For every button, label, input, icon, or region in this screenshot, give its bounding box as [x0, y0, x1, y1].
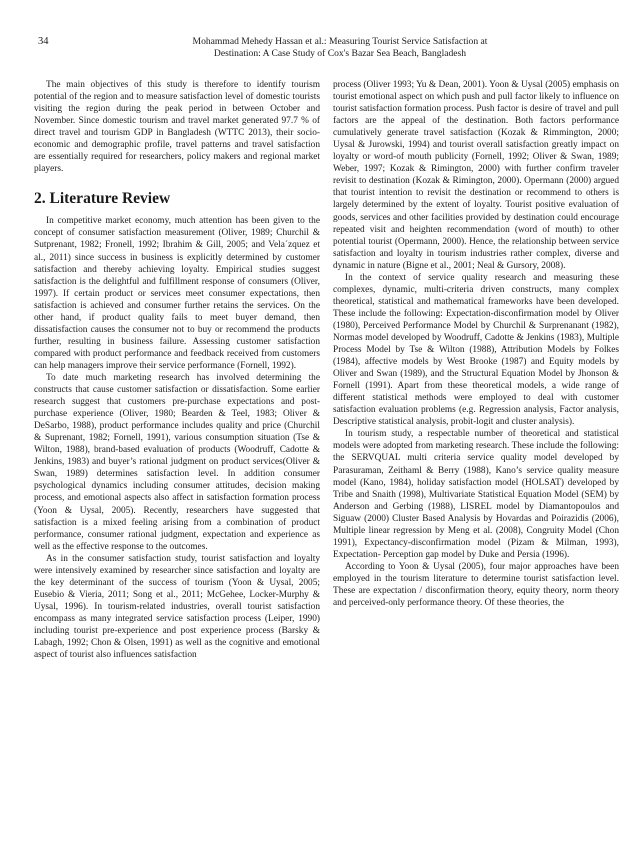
continued-paragraph: process (Oliver 1993; Yu & Dean, 2001). Yoon & Uysal (2005) emphasis on tourist emotional aspect on which push and pull factor likely to influence on tourist satisfaction formation process. Push factor is desire of travel and pull factors are the appeal of the destination. Both factors performance cumulatively generate travel satisfaction (Kozak & Rimmington, 2000; Uysal & Jurowski, 1994) and tourist overall satisfaction greatly impact on loyalty or word-of mouth publicity (Fornell, 1992; Oliver & Swan, 1989; Weber, 1997; Kozak & Rimington, 2000) with further confirm traveler revisit to destination (Kozak & Rimington, 2000). Opermann (2000) argued that tourist intention to revisit the destination or recommend to others is largely determined by the extent of loyalty. Tourist positive evaluation of goods, services and other facilities provided by destination could encourage repeated visit and heighten recommendation (word of mouth) to other potential tourist (Opermann, 2000). Hence, the relationship between service satisfaction and loyalty in tourism industries rather complex, diverse and dynamic in nature (Bigne et al., 2001; Neal & Gursory, 2008).	[333, 80, 619, 271]
intro-paragraph: The main objectives of this study is therefore to identify tourism potential of the region and to measure satisfaction level of domestic tourists visiting the region during the peak period in between October and November. Since domestic tourism and travel market generated 97.7 % of direct travel and tourism GDP in Bangladesh (WTTC 2013), their socio-economic and demographic profile, travel patterns and travel satisfaction are essentially required for researchers, policy makers and regional market players.	[34, 80, 320, 175]
body-paragraph: In competitive market economy, much attention has been given to the concept of consumer satisfaction measurement (Oliver, 1989; Churchil & Sutprenant, 1982; Fronell, 1992; Ibrahim & Gill, 2005; and Vela´zquez et al., 2011) since success in business is explicitly determined by customer satisfaction and thereby achieving loyalty. Empirical studies suggest satisfaction is the delightful and fulfillment response of consumers (Oliver, 1997). If certain product or services meet consumer expectations, then satisfaction is achieved and consumer further retains the services. On the other hand, if product quality fails to meet buyer demand, then dissatisfaction causes the consumer not to buy or recommend the products further, resulting in business failure. Assessing customer satisfaction compared with product performance and feedback received from customers can help managers improve their service performance (Fornell, 1992).	[34, 216, 320, 371]
running-head-line2: Destination: A Case Study of Cox's Bazar Sea Beach, Bangladesh	[213, 48, 467, 59]
page-number: 34	[38, 36, 49, 47]
body-paragraph: To date much marketing research has involved determining the constructs that cause customer satisfaction or dissatisfaction. Some earlier research suggest that customers pre-purchase expectations and post-purchase experience (Oliver, 1980; Bearden & Teel, 1983; Oliver & DeSarbo, 1988), product performance includes quality and price (Churchil & Suprenant, 1982; Fornell, 1991), various consumption situation (Tse & Wilton, 1988), brand-based evaluation of products (Woodruff, Cadotte & Jenkins, 1983) and buyer’s rational judgment on product services(Oliver & Swan, 1989) determines satisfaction level. In addition consumer psychological dynamics including consumer attitudes, decision making process, and emotional aspects also affect in satisfaction formation process (Yoon & Uysal, 2005). Recently, researchers have suggested that satisfaction is a mixed feeling arising from a combination of product performance, consumer rational judgment, expectation and experience as well as the effective response to the outcomes.	[34, 372, 320, 552]
body-paragraph: In the context of service quality research and measuring these complexes, dynamic, multi-criteria driven constructs, many complex theoretical, statistical and mathematical frameworks have been developed. These include the following: Expectation-disconfirmation model by Oliver (1980), Perceived Performance Model by Churchil & Surprenanant (1982), Normas model developed by Woodruff, Cadotte & Jenkins (1983), Multiple Process Model by Tse & Wilton (1988), Attribution Models by Folkes (1984), affective models by West Brooke (1987) and Equity models by Oliver and Swan (1989), and the Structural Equation Model by Jhonson & Fornell (1991). Apart from these theoretical models, a wide range of different statistical methods were employed to deal with customer satisfaction evaluation problems (e.g. Regression analysis, Factor analysis, Descriptive statistical analysis, probit-logit and cluster analysis).	[333, 272, 619, 428]
body-paragraph: As in the consumer satisfaction study, tourist satisfaction and loyalty were intensively examined by researcher since satisfaction and loyalty are the key determinant of the success of tourism (Yoon & Uysal, 2005; Eusebio & Vieria, 2011; Song et al., 2011; McGehee, Locker-Murphy & Uysal, 1996). In tourism-related industries, overall tourist satisfaction encompass as many integrated service satisfaction process (Leiper, 1990) including tourist pre-experience and post experience process (Barsky & Labagh, 1992; Chon & Olsen, 1991) as well as the cognitive and emotional aspect of tourist also influences satisfaction	[34, 553, 320, 661]
section-heading: 2. Literature Review	[34, 190, 171, 208]
right-column	[333, 79, 619, 609]
running-head	[150, 36, 530, 60]
running-head-line1: Mohammad Mehedy Hassan et al.: Measuring Tourist Service Satisfaction at	[192, 36, 488, 47]
left-column	[34, 79, 320, 661]
body-paragraph: According to Yoon & Uysal (2005), four major approaches have been employed in the tourism literature to determine tourist satisfaction level. These are expectation / disconfirmation theory, equity theory, norm theory and perceived-only performance theory. Of these theories, the	[333, 561, 619, 609]
body-paragraph: In tourism study, a respectable number of theoretical and statistical models were adopted from marketing research. These include the following: the SERVQUAL multi criteria service quality model developed by Parasuraman, Zeithaml & Berry (1988), Kano’s service quality measure model (Kano, 1984), holiday satisfaction model (HOLSAT) developed by Tribe and Snaith (1998), Multivariate Statistical Equation Model (SEM) by Anderson and Gerbing (1988), LISREL model by Diamantopoulos and Siguaw (2000) Cluster Based Analysis by Hovardas and Poirazidis (2006), Multiple linear regression by Meng et al. (2008), Congruity Model (Chon 1991), Expectancy-disconfirmation model (Pizam & Milman, 1993), Expectation- Perception gap model by Duke and Persia (1996).	[333, 429, 619, 560]
